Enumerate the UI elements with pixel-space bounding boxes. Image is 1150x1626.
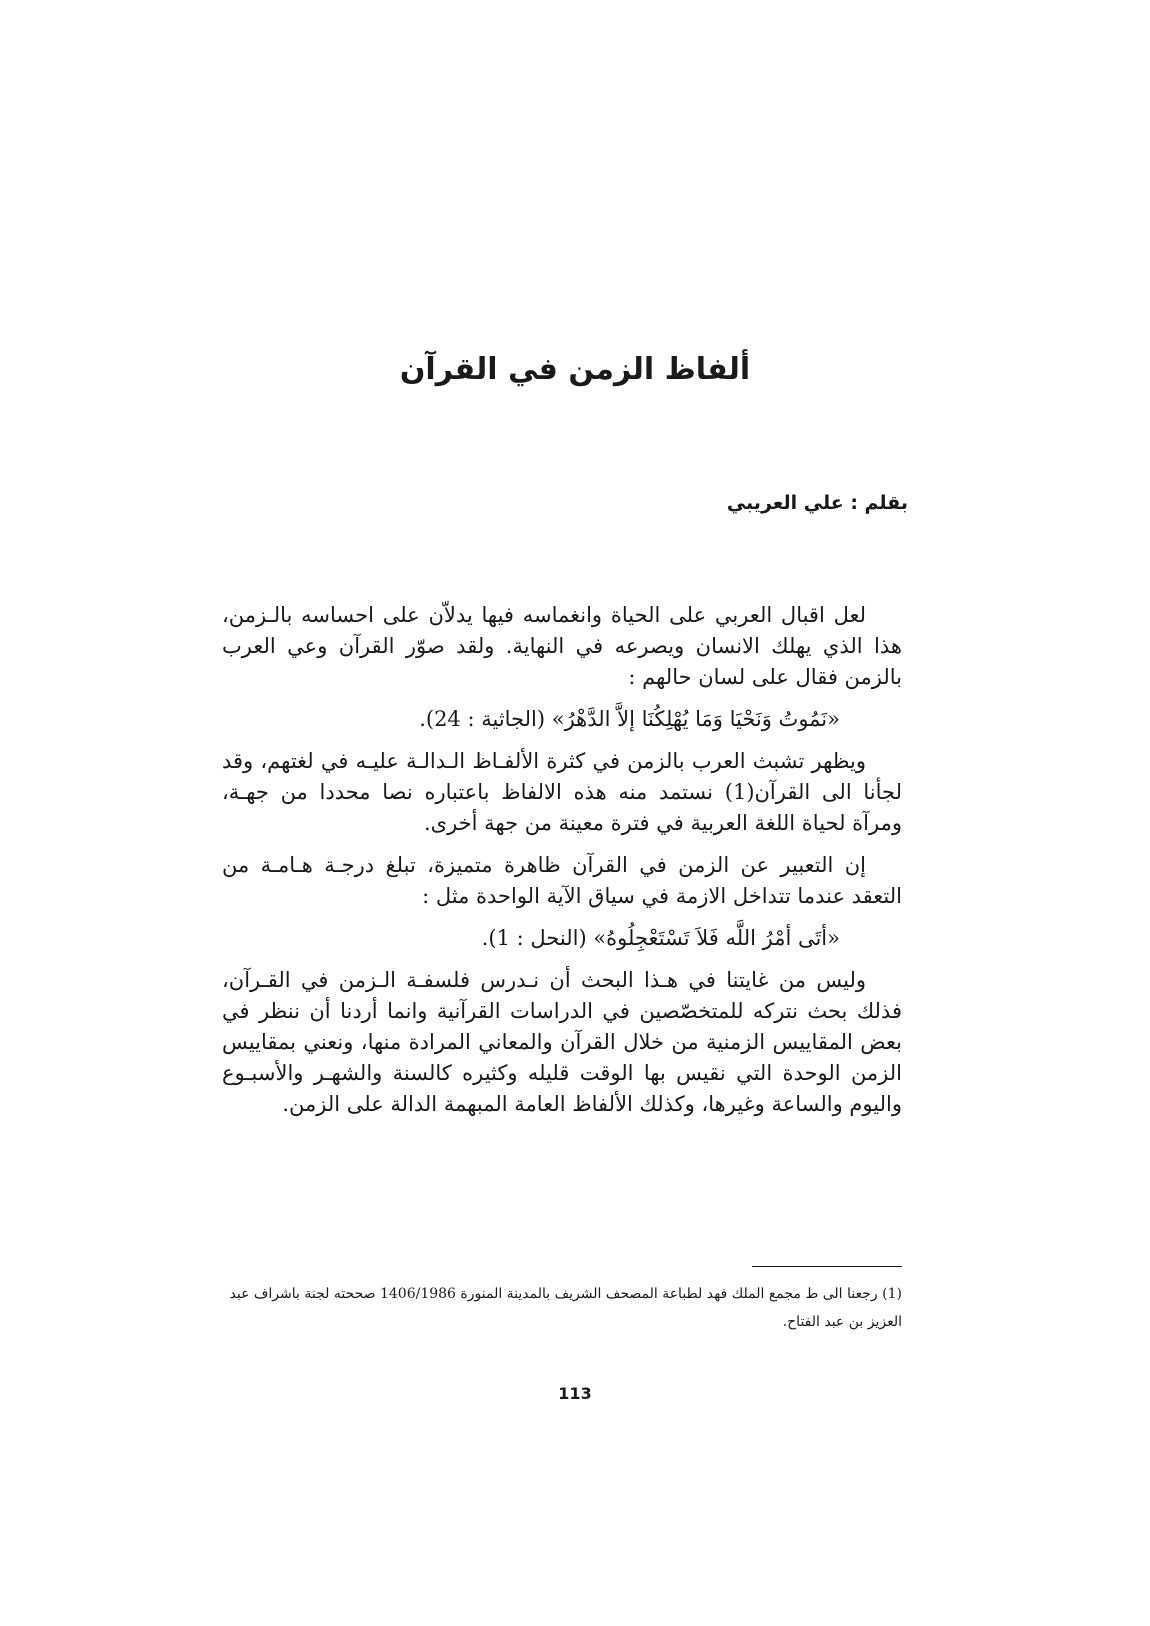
paragraph-intro: لعل اقبال العربي على الحياة وانغماسه فيها يدلاّن على احساسه بالـزمن، هذا الذي يهلك الانسان ويصرعه في النهاية. ولقد صوّر القرآن وعي العرب بالزمن فقال على لسان حالهم :: [222, 603, 902, 689]
page-number: 113: [558, 1384, 592, 1403]
author-byline: بقلم : علي العريبي: [726, 492, 908, 514]
article-title: ألفاظ الزمن في القرآن: [399, 352, 751, 387]
paragraph-expression: إن التعبير عن الزمن في القرآن ظاهرة متميزة، تبلغ درجـة هـامـة من التعقد عندما تتداخل الازمة في سياق الآية الواحدة مثل :: [222, 853, 902, 908]
paragraph-scope: وليس من غايتنا في هـذا البحث أن نـدرس فلسفـة الـزمن في القـرآن، فذلك بحث نتركه للمتخصّصين في الدراسات القرآنية وانما أردنا أن ننظر في بعض المقاييس الزمنية من خلال القرآن والمعاني المرادة منها، ونعني بمقاييس الزمن الوحدة التي نقيس بها الوقت قليله وكثيره كالسنة والشهـر والأسبـوع واليوم والساعة وغيرها، وكذلك الألفاظ العامة المبهمة الدالة على الزمن.: [222, 968, 902, 1116]
quranic-quote-jathiya: «نَمُوتُ وَنَحْيَا وَمَا يُهْلِكُنَا إلاَّ الدَّهْرُ» (الجاثية : 24).: [419, 707, 840, 731]
footnote: (1) رجعنا الى ط مجمع الملك فهد لطباعة المصحف الشريف بالمدينة المنورة 1406/1986 صححته لجنة باشراف عبد العزيز بن عبد الفتاح.: [229, 1286, 902, 1330]
article-body: [222, 600, 902, 1131]
footnote-divider: [752, 1266, 902, 1267]
paragraph-vocabulary: ويظهر تشبث العرب بالزمن في كثرة الألفـاظ الـدالـة عليـه في لغتهم، وقد لجأنا الى القرآن(1) نستمد منه هذه الالفاظ باعتباره نصا محددا من جهـة، ومرآة لحياة اللغة العربية في فترة معينة من جهة أخرى.: [222, 749, 902, 835]
quranic-quote-nahl: «أتَى أمْرُ اللَّه فَلاَ تَسْتَعْجِلُوهُ» (النحل : 1).: [481, 926, 840, 950]
